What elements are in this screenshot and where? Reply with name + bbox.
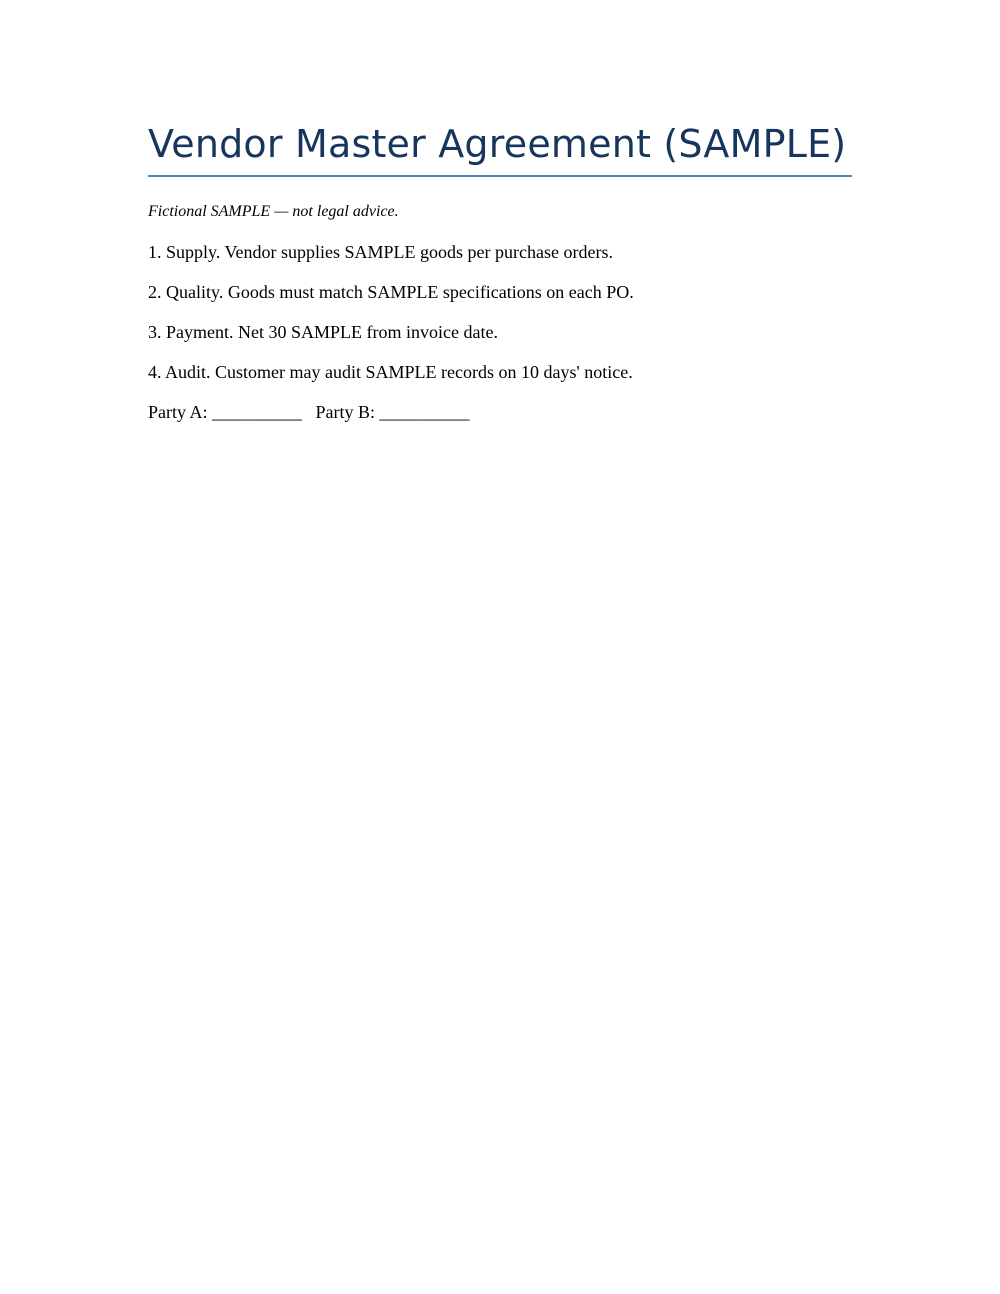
title-underline [148,175,852,177]
clause-audit: 4. Audit. Customer may audit SAMPLE records on 10 days' notice. [148,362,633,382]
signature-line: Party A: __________ Party B: __________ [148,402,470,422]
clause-payment: 3. Payment. Net 30 SAMPLE from invoice date. [148,322,498,342]
clause-supply: 1. Supply. Vendor supplies SAMPLE goods per purchase orders. [148,242,613,262]
document-body [148,118,852,422]
disclaimer-text: Fictional SAMPLE — not legal advice. [148,203,399,220]
document-title: Vendor Master Agreement (SAMPLE) [148,122,847,166]
clause-quality: 2. Quality. Goods must match SAMPLE specifications on each PO. [148,282,634,302]
